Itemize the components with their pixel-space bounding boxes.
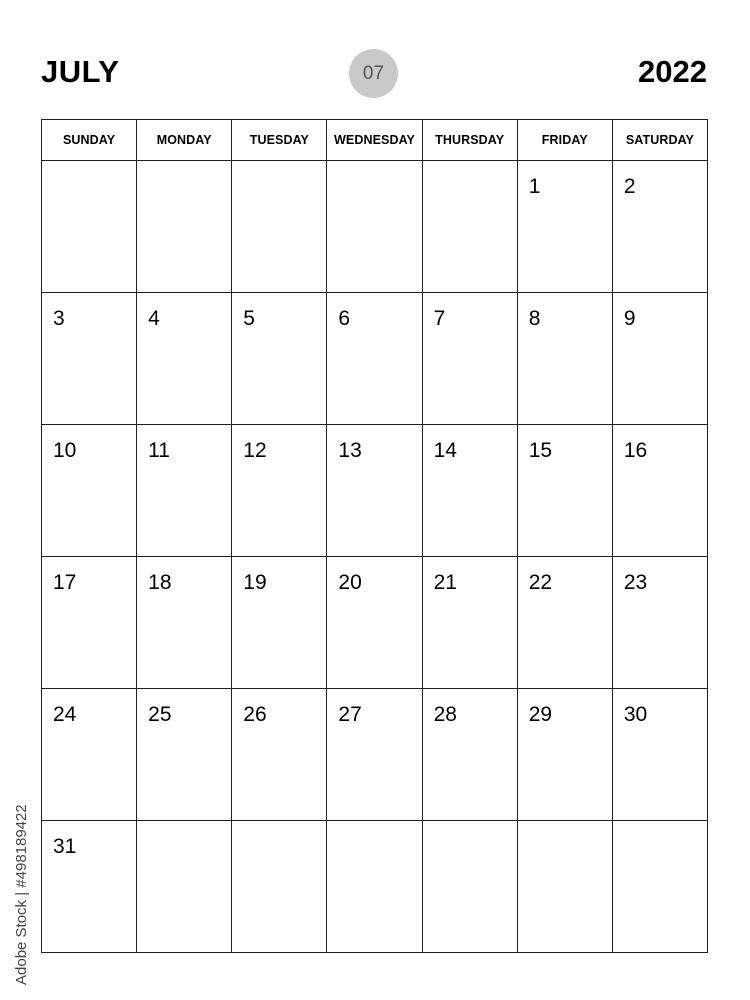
day-cell: [612, 821, 707, 953]
day-number: 6: [338, 307, 351, 330]
day-number: 22: [528, 571, 553, 594]
day-cell: [327, 821, 422, 953]
day-number: [232, 821, 326, 835]
day-number: [613, 821, 707, 835]
month-number-badge: 07: [349, 49, 398, 98]
day-number: 30: [623, 703, 648, 726]
weekday-header-friday: FRIDAY: [517, 120, 612, 161]
day-number: 29: [528, 703, 553, 726]
weekday-header-sunday: SUNDAY: [42, 120, 137, 161]
day-number: 25: [148, 703, 172, 726]
weekday-header-saturday: SATURDAY: [612, 120, 707, 161]
day-number: 11: [148, 439, 170, 462]
day-cell: [422, 293, 517, 425]
day-cell: [422, 425, 517, 557]
day-cell: [517, 293, 612, 425]
weekday-header-tuesday: TUESDAY: [232, 120, 327, 161]
day-cell: [612, 161, 707, 293]
day-number: 27: [338, 703, 362, 726]
day-number: 18: [148, 571, 172, 594]
day-cell: [517, 557, 612, 689]
day-number: 8: [528, 307, 541, 330]
day-cell: [612, 425, 707, 557]
day-cell: [612, 689, 707, 821]
day-number: 13: [338, 439, 362, 462]
month-title: JULY: [41, 54, 120, 89]
day-cell: [137, 689, 232, 821]
calendar-grid: [41, 119, 708, 953]
day-cell: [517, 161, 612, 293]
day-number: 9: [623, 307, 636, 330]
day-cell: [422, 821, 517, 953]
day-cell: [327, 161, 422, 293]
day-cell: [517, 689, 612, 821]
day-number: 24: [53, 703, 77, 726]
day-cell: [42, 557, 137, 689]
day-cell: [232, 821, 327, 953]
day-cell: [42, 293, 137, 425]
day-number: 3: [53, 307, 65, 330]
day-number: 12: [243, 439, 267, 462]
day-cell: [137, 425, 232, 557]
day-number: 26: [243, 703, 267, 726]
day-cell: [327, 293, 422, 425]
day-cell: [232, 425, 327, 557]
day-number: [137, 821, 231, 835]
day-cell: [612, 293, 707, 425]
day-cell: [137, 161, 232, 293]
week-row: [42, 425, 708, 557]
weekday-header-monday: MONDAY: [137, 120, 232, 161]
stock-watermark-id: Adobe Stock | #498189422: [13, 804, 30, 985]
day-number: 28: [433, 703, 457, 726]
day-number: 4: [148, 307, 160, 330]
day-number: 21: [433, 571, 457, 594]
day-number: 19: [243, 571, 267, 594]
day-cell: [422, 557, 517, 689]
day-cell: [42, 821, 137, 953]
day-cell: [422, 689, 517, 821]
day-number: 14: [433, 439, 457, 462]
day-number: 7: [433, 307, 446, 330]
day-cell: [42, 161, 137, 293]
day-number: [42, 161, 136, 175]
day-cell: [42, 689, 137, 821]
day-cell: [137, 293, 232, 425]
day-number: [423, 161, 517, 175]
day-number: [327, 821, 421, 835]
day-number: 17: [53, 571, 77, 594]
day-cell: [327, 689, 422, 821]
day-number: [423, 821, 517, 835]
day-number: 31: [53, 835, 77, 858]
day-cell: [232, 161, 327, 293]
weekday-header-thursday: THURSDAY: [422, 120, 517, 161]
day-number: [232, 161, 326, 175]
day-cell: [137, 821, 232, 953]
day-number: 2: [623, 175, 636, 198]
day-cell: [612, 557, 707, 689]
day-cell: [232, 293, 327, 425]
weekday-header-wednesday: WEDNESDAY: [327, 120, 422, 161]
week-row: [42, 161, 708, 293]
day-number: 16: [623, 439, 648, 462]
week-row: [42, 689, 708, 821]
day-cell: [422, 161, 517, 293]
day-number: 23: [623, 571, 648, 594]
day-cell: [517, 821, 612, 953]
day-number: [518, 821, 612, 835]
day-cell: [517, 425, 612, 557]
day-number: 15: [528, 439, 553, 462]
week-row: [42, 821, 708, 953]
day-cell: [232, 689, 327, 821]
day-cell: [137, 557, 232, 689]
year-title: 2022: [638, 54, 707, 89]
weekday-header-row: [42, 120, 708, 161]
day-cell: [232, 557, 327, 689]
day-number: 5: [243, 307, 255, 330]
day-number: 1: [528, 175, 541, 198]
day-number: [137, 161, 231, 175]
day-number: 20: [338, 571, 362, 594]
day-cell: [42, 425, 137, 557]
day-cell: [327, 557, 422, 689]
day-cell: [327, 425, 422, 557]
day-number: [327, 161, 421, 175]
week-row: [42, 293, 708, 425]
day-number: 10: [53, 439, 77, 462]
week-row: [42, 557, 708, 689]
